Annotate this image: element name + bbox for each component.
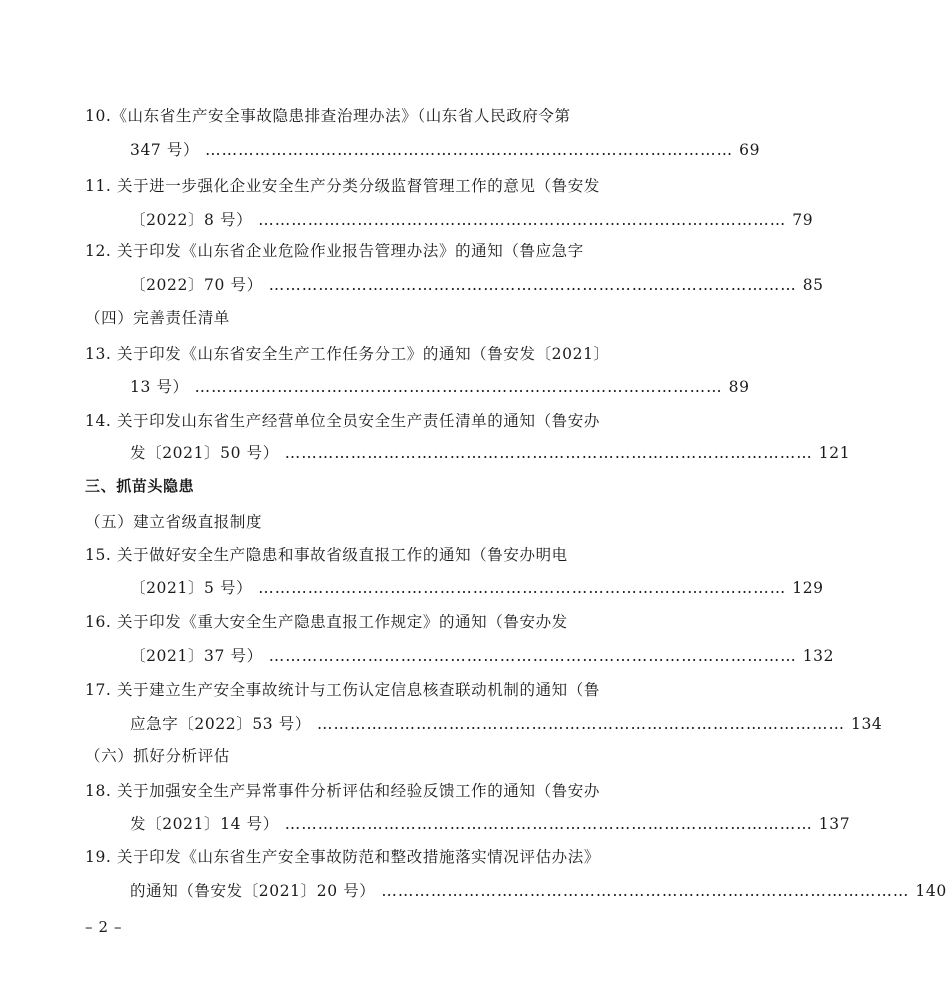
toc-entry-ref: 〔2022〕8 号）: [130, 211, 253, 229]
toc-entry-continuation: [130, 812, 851, 834]
toc-entry-continuation: [130, 879, 947, 901]
toc-entry-ref: 〔2021〕5 号）: [130, 579, 253, 597]
toc-entry-ref: 应急字〔2022〕53 号）: [130, 715, 311, 733]
toc-entry-continuation: [130, 375, 750, 397]
toc-page-number: 69: [739, 141, 761, 159]
leader-dots: ……………………………………………………………………………………: [268, 276, 797, 294]
toc-entry-ref: 13 号）: [130, 378, 189, 396]
toc-page-number: 89: [728, 378, 750, 396]
toc-entry-ref: 的通知（鲁安发〔2021〕20 号）: [130, 882, 376, 900]
leader-dots: ……………………………………………………………………………………: [268, 647, 797, 665]
toc-entry-title: 18. 关于加强安全生产异常事件分析评估和经验反馈工作的通知（鲁安办: [85, 782, 600, 800]
subsection-heading: （四）完善责任清单: [85, 309, 230, 327]
toc-entry-title: 11. 关于进一步强化企业安全生产分类分级监督管理工作的意见（鲁安发: [85, 177, 600, 195]
toc-entry-continuation: [130, 644, 835, 666]
toc-page-number: 79: [792, 211, 814, 229]
toc-entry-ref: 〔2021〕37 号）: [130, 647, 263, 665]
toc-entry-title: 19. 关于印发《山东省生产安全事故防范和整改措施落实情况评估办法》: [85, 848, 600, 866]
toc-page-number: 132: [802, 647, 835, 665]
subsection-heading: （五）建立省级直报制度: [85, 513, 263, 531]
section-heading: 三、抓苗头隐患: [85, 477, 195, 495]
leader-dots: ……………………………………………………………………………………: [317, 715, 845, 733]
page-footer-number: – 2 –: [85, 918, 123, 936]
toc-entry-title: 16. 关于印发《重大安全生产隐患直报工作规定》的通知（鲁安办发: [85, 613, 568, 631]
toc-page-number: 134: [851, 715, 883, 733]
toc-entry-continuation: [130, 576, 824, 598]
subsection-heading: （六）抓好分析评估: [85, 747, 230, 765]
leader-dots: ……………………………………………………………………………………: [205, 141, 734, 159]
leader-dots: ……………………………………………………………………………………: [381, 882, 910, 900]
toc-entry-continuation: [130, 208, 814, 230]
leader-dots: ……………………………………………………………………………………: [194, 378, 723, 396]
leader-dots: ……………………………………………………………………………………: [284, 815, 813, 833]
toc-entry-ref: 347 号）: [130, 141, 200, 159]
toc-page-number: 121: [818, 444, 851, 462]
toc-entry-ref: 发〔2021〕14 号）: [130, 815, 279, 833]
toc-entry-title: 17. 关于建立生产安全事故统计与工伤认定信息核查联动机制的通知（鲁: [85, 681, 600, 699]
leader-dots: ……………………………………………………………………………………: [258, 211, 787, 229]
toc-entry-title: 13. 关于印发《山东省安全生产工作任务分工》的通知（鲁安发〔2021〕: [85, 345, 610, 363]
toc-entry-continuation: [130, 712, 883, 734]
toc-entry-title: 14. 关于印发山东省生产经营单位全员安全生产责任清单的通知（鲁安办: [85, 412, 600, 430]
toc-entry-continuation: [130, 273, 824, 295]
toc-entry-continuation: [130, 138, 761, 160]
toc-entry-ref: 〔2022〕70 号）: [130, 276, 263, 294]
toc-entry-title: 10.《山东省生产安全事故隐患排查治理办法》（山东省人民政府令第: [85, 107, 571, 125]
toc-entry-title: 12. 关于印发《山东省企业危险作业报告管理办法》的通知（鲁应急字: [85, 242, 584, 260]
toc-entry-continuation: [130, 441, 851, 463]
toc-page-number: 85: [802, 276, 824, 294]
leader-dots: ……………………………………………………………………………………: [284, 444, 813, 462]
toc-entry-title: 15. 关于做好安全生产隐患和事故省级直报工作的通知（鲁安办明电: [85, 546, 568, 564]
toc-entry-ref: 发〔2021〕50 号）: [130, 444, 279, 462]
toc-page-number: 140: [915, 882, 947, 900]
leader-dots: ……………………………………………………………………………………: [258, 579, 787, 597]
toc-page-number: 129: [792, 579, 824, 597]
toc-page-number: 137: [818, 815, 851, 833]
